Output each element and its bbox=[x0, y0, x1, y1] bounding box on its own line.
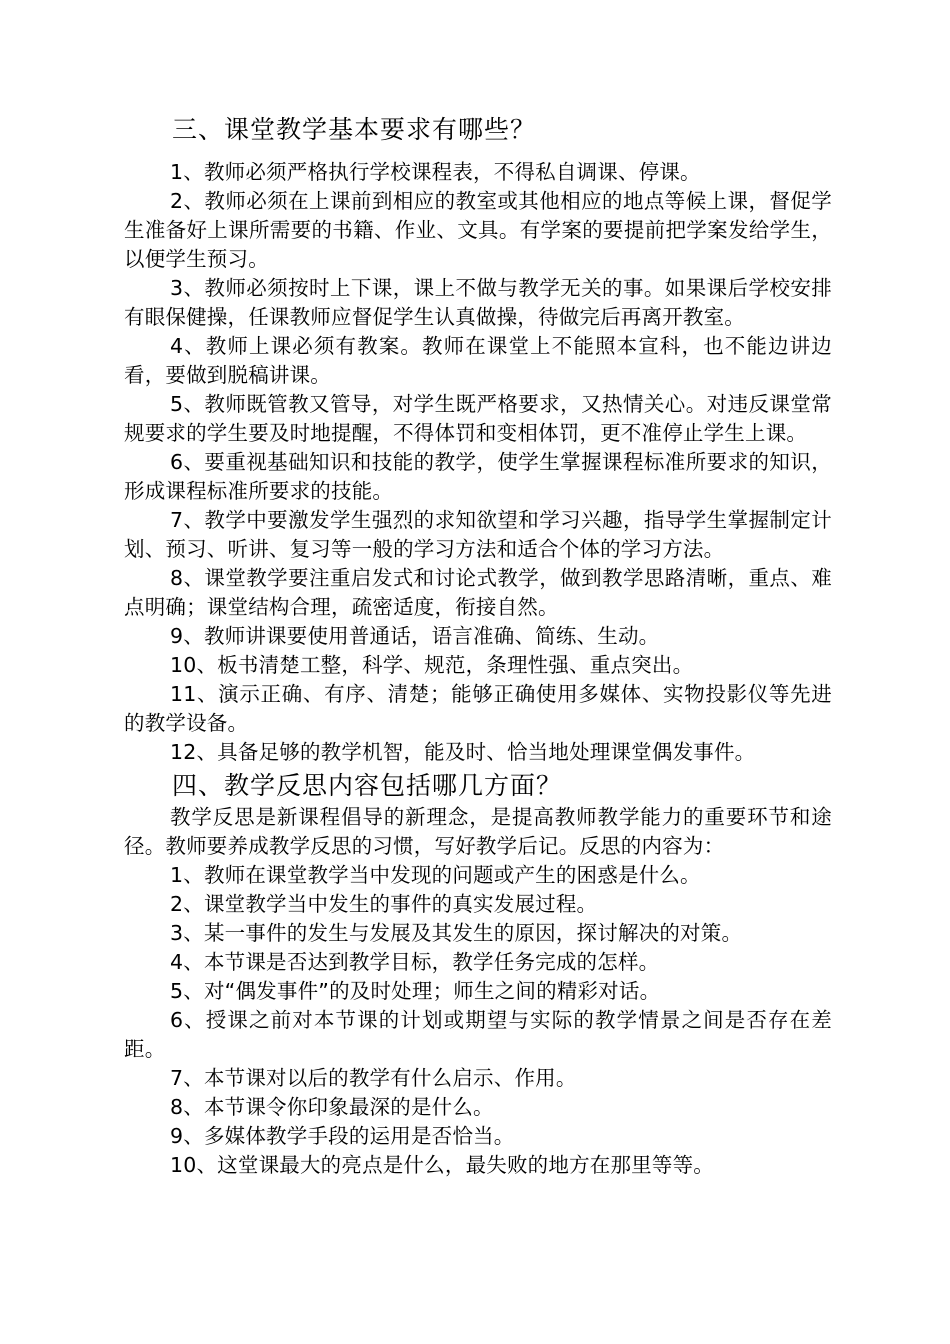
section-4-heading: 四、教学反思内容包括哪几方面？ bbox=[172, 771, 563, 800]
section-4-item: 4、本节课是否达到教学目标，教学任务完成的怎样。 bbox=[170, 950, 660, 974]
section-4-item: 5、对“偶发事件”的及时处理；师生之间的精彩对话。 bbox=[170, 979, 661, 1003]
section-4-item: 7、本节课对以后的教学有什么启示、作用。 bbox=[170, 1066, 577, 1090]
section-4-item: 8、本节课令你印象最深的是什么。 bbox=[170, 1095, 494, 1119]
section-3-item: 11、演示正确、有序、清楚；能够正确使用多媒体、实物投影仪等先进的教学设备。 bbox=[124, 682, 832, 735]
section-4-intro: 教学反思是新课程倡导的新理念，是提高教师教学能力的重要环节和途径。教师要养成教学反思的习惯，写好教学后记。反思的内容为： bbox=[124, 805, 832, 858]
section-3-item: 1、教师必须严格执行学校课程表，不得私自调课、停课。 bbox=[170, 160, 701, 184]
section-3-item: 2、教师必须在上课前到相应的教室或其他相应的地点等候上课，督促学生准备好上课所需要的书籍、作业、文具。有学案的要提前把学案发给学生，以便学生预习。 bbox=[124, 189, 832, 271]
section-3-item: 5、教师既管教又管导，对学生既严格要求，又热情关心。对违反课堂常规要求的学生要及时地提醒，不得体罚和变相体罚，更不准停止学生上课。 bbox=[124, 392, 832, 445]
section-3-item: 4、教师上课必须有教案。教师在课堂上不能照本宣科，也不能边讲边看，要做到脱稿讲课。 bbox=[124, 334, 832, 387]
section-4-item: 1、教师在课堂教学当中发现的问题或产生的困惑是什么。 bbox=[170, 863, 701, 887]
section-4-item: 10、这堂课最大的亮点是什么，最失败的地方在那里等等。 bbox=[170, 1153, 714, 1177]
document-body bbox=[124, 112, 832, 1180]
section-3-item: 12、具备足够的教学机智，能及时、恰当地处理课堂偶发事件。 bbox=[170, 740, 756, 764]
section-3-heading: 三、课堂教学基本要求有哪些？ bbox=[172, 115, 537, 144]
section-3-item: 3、教师必须按时上下课，课上不做与教学无关的事。如果课后学校安排有眼保健操，任课教师应督促学生认真做操，待做完后再离开教室。 bbox=[124, 276, 832, 329]
section-4-item: 2、课堂教学当中发生的事件的真实发展过程。 bbox=[170, 892, 598, 916]
section-4-item: 3、某一事件的发生与发展及其发生的原因，探讨解决的对策。 bbox=[170, 921, 743, 945]
section-3-item: 9、教师讲课要使用普通话，语言准确、简练、生动。 bbox=[170, 624, 660, 648]
section-4-item: 6、授课之前对本节课的计划或期望与实际的教学情景之间是否存在差距。 bbox=[124, 1008, 832, 1061]
section-3-item: 8、课堂教学要注重启发式和讨论式教学，做到教学思路清晰，重点、难点明确；课堂结构合理，疏密适度，衔接自然。 bbox=[124, 566, 832, 619]
section-4-item: 9、多媒体教学手段的运用是否恰当。 bbox=[170, 1124, 515, 1148]
section-3-item: 10、板书清楚工整，科学、规范，条理性强、重点突出。 bbox=[170, 653, 694, 677]
section-3-item: 6、要重视基础知识和技能的教学，使学生掌握课程标准所要求的知识，形成课程标准所要求的技能。 bbox=[124, 450, 832, 503]
section-3-item: 7、教学中要激发学生强烈的求知欲望和学习兴趣，指导学生掌握制定计划、预习、听讲、复习等一般的学习方法和适合个体的学习方法。 bbox=[124, 508, 832, 561]
